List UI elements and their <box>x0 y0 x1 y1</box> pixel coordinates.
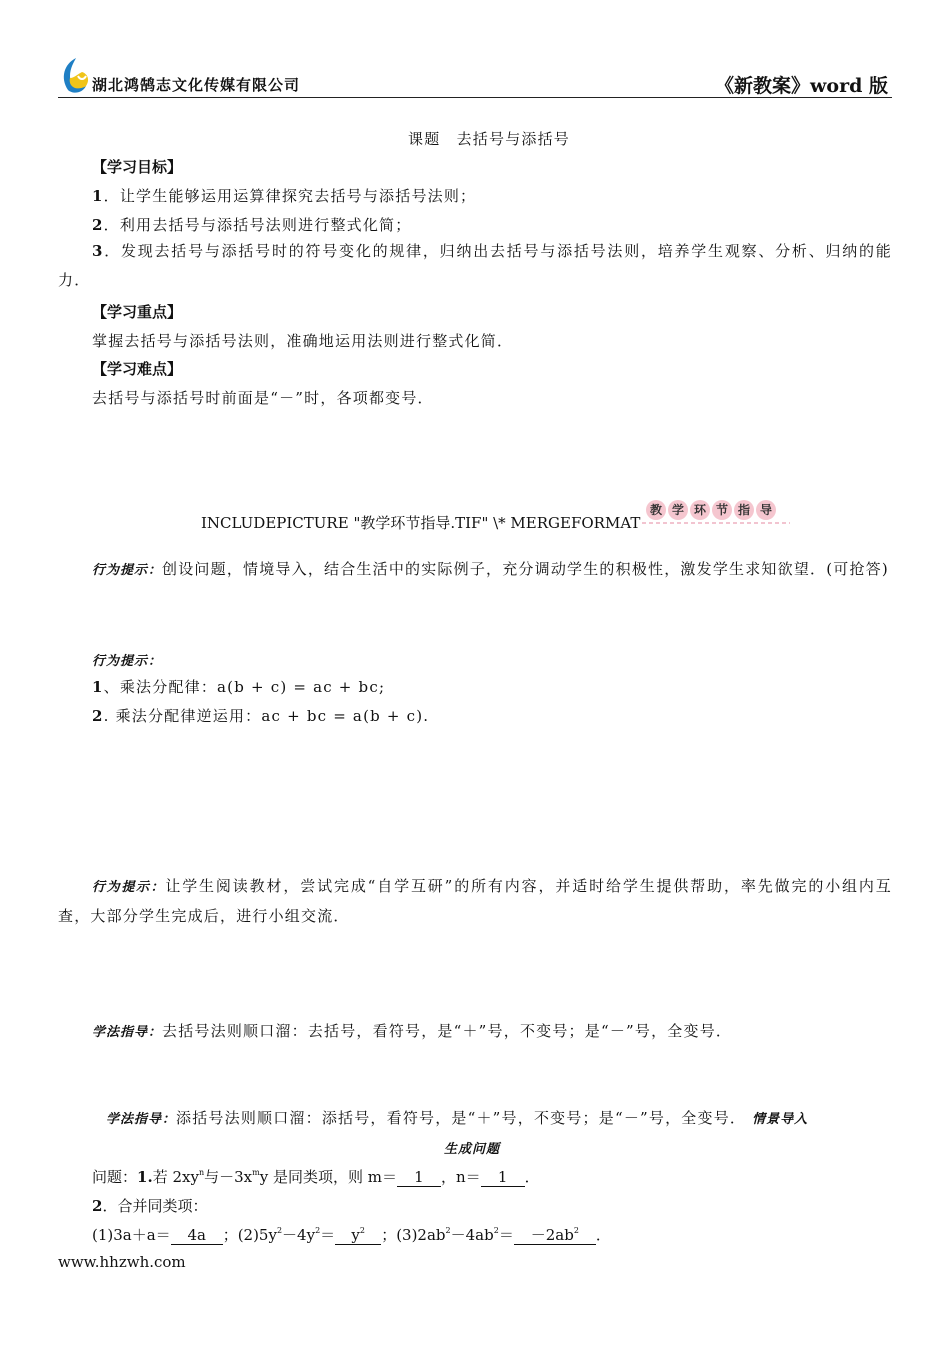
objective-item-3: 3．发现去括号与添括号时的符号变化的规律，归纳出去括号与添括号法则，培养学生观察、分析、归纳的能力． <box>58 242 892 289</box>
answer-2: $y^2$ <box>335 1226 381 1245</box>
include-picture-field: INCLUDEPICTURE "教学环节指导.TIF" \* MERGEFORMAT <box>201 514 641 532</box>
difficulties-heading: 【学习难点】 <box>92 360 183 378</box>
key-points-heading: 【学习重点】 <box>92 303 183 321</box>
method-guide-2: 学法指导：添括号法则顺口溜：添括号，看符号，是“＋”号，不变号；是“－”号，全变号． 情景导入 <box>106 1109 809 1127</box>
answer-n: 1 <box>481 1168 525 1187</box>
badge-char: 节 <box>716 503 729 517</box>
company-logo-icon <box>56 56 94 96</box>
problem-1: 问题：1.若 $2xy^n$与$-3x^my$ 是同类项，则 m＝ 1 ，n＝ 1 ． <box>92 1168 540 1186</box>
difficulties-text: 去括号与添括号时前面是“－”时，各项都变号． <box>92 389 434 407</box>
badge-char: 导 <box>760 503 773 517</box>
header-doc-label: 《新教案》word 版 <box>715 75 888 97</box>
hint-paragraph-3: 行为提示：让学生阅读教材，尝试完成“自学互研”的所有内容，并适时给学生提供帮助，率先做完的小组内互查，大部分学生完成后，进行小组交流． <box>58 877 892 925</box>
problem-2-items: (1)3a＋a＝ 4a ；$(2)5y^2-4y^2= y^2$ ；$(3)2ab^2-4ab^2= -2ab^2$ ． <box>92 1226 611 1244</box>
method-guide-1: 学法指导：去括号法则顺口溜：去括号，看符号，是“＋”号，不变号；是“－”号，全变号． <box>92 1022 733 1040</box>
teaching-guide-badge <box>642 498 790 526</box>
footer-url[interactable]: www.hhzwh.com <box>58 1253 186 1271</box>
answer-3: $-2ab^2$ <box>514 1226 596 1245</box>
distributive-law-reverse: 2. 乘法分配律逆运用：ac + bc = a(b + c). <box>92 707 430 725</box>
badge-char: 学 <box>672 503 685 517</box>
section-title-a: 情景导入 <box>752 1112 809 1127</box>
page-title: 课题 去括号与添括号 <box>408 130 571 148</box>
key-points-text: 掌握去括号与添括号法则，准确地运用法则进行整式化简． <box>92 332 514 350</box>
distributive-law: 1、乘法分配律：a(b + c) = ac + bc; <box>92 678 386 696</box>
hint-paragraph-1: 行为提示：创设问题，情境导入，结合生活中的实际例子，充分调动学生的积极性，激发学生求知欲望．(可抢答) <box>92 560 889 578</box>
problem-2-label: 2．合并同类项： <box>92 1197 208 1215</box>
hint-label-2: 行为提示： <box>92 654 163 669</box>
badge-char: 教 <box>650 503 663 517</box>
header-company-name: 湖北鸿鹄志文化传媒有限公司 <box>92 76 301 94</box>
badge-char: 环 <box>694 503 707 517</box>
objective-item-2: 2．利用去括号与添括号法则进行整式化简； <box>92 216 412 234</box>
header-divider <box>58 97 892 98</box>
answer-1: 4a <box>171 1226 223 1245</box>
answer-m: 1 <box>397 1168 441 1187</box>
objectives-heading: 【学习目标】 <box>92 158 183 176</box>
badge-char: 指 <box>738 503 751 517</box>
objective-item-1: 1．让学生能够运用运算律探究去括号与添括号法则； <box>92 187 477 205</box>
section-title-b: 生成问题 <box>444 1142 501 1157</box>
